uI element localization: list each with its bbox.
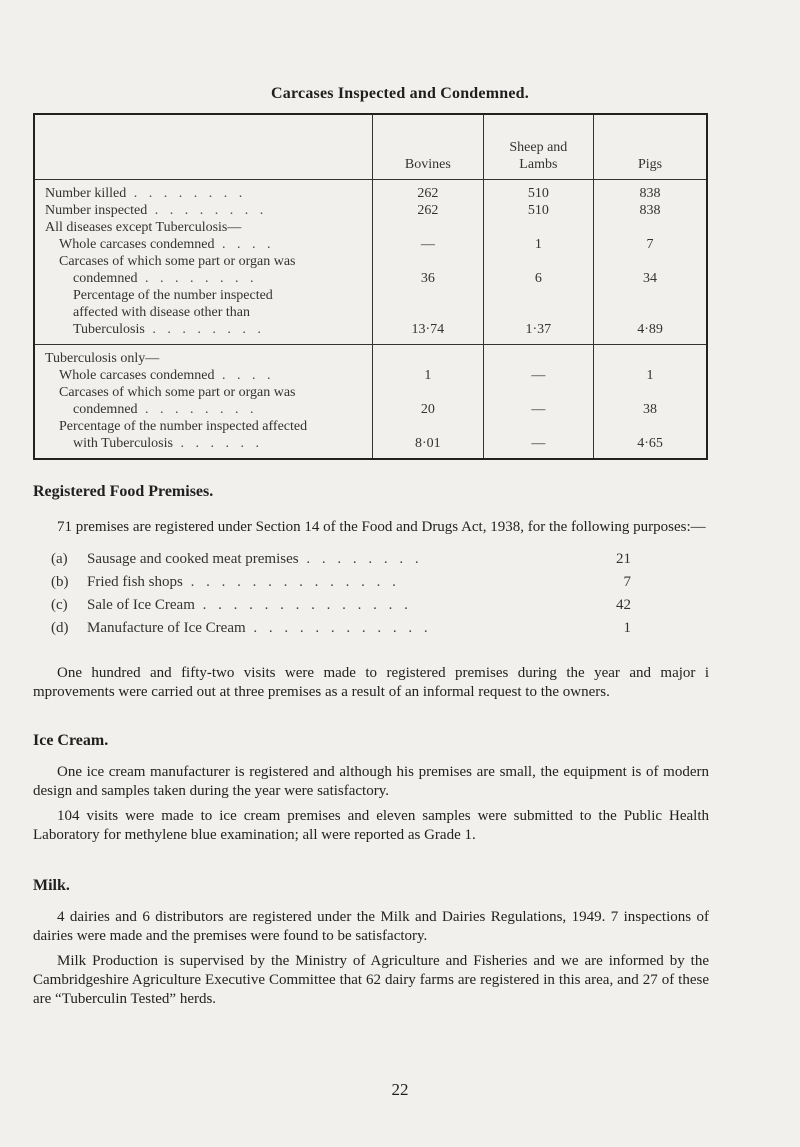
row-label	[45, 367, 364, 384]
row-label	[45, 350, 364, 367]
table-cell-value	[484, 253, 593, 270]
list-item-text: Sale of Ice Cream	[87, 597, 195, 613]
list-item-count: 42	[616, 597, 631, 613]
row-label-text: condemned	[73, 402, 138, 417]
ice-cream-paragraph-2: 104 visits were made to ice cream premises and eleven samples were submitted to the Public Health Laboratory for methylene blue examination; all were reported as Grade 1.	[33, 808, 709, 843]
row-label-text: Number inspected	[45, 203, 148, 218]
table-cell-value	[594, 304, 706, 321]
header-pigs: Pigs	[594, 114, 707, 180]
ice-cream-paragraph-1: One ice cream manufacturer is registered and although his premises are small, the equipment is of modern design and samples taken during the year were satisfactory.	[33, 764, 709, 799]
row-label	[45, 384, 364, 401]
header-blank	[34, 114, 373, 180]
group2-pigs	[594, 345, 707, 460]
list-item-count: 7	[623, 574, 631, 590]
list-item-mark: (b)	[51, 574, 69, 590]
table-cell-value	[484, 418, 593, 435]
milk-paragraph-2: Milk Production is supervised by the Ministry of Agriculture and Fisheries and we are informed by the Cambridgeshire Agriculture Executive Committee that 62 dairy farms are registered in this area, and 27 of these are “Tuberculin Tested” herds.	[33, 953, 709, 1007]
table-cell-value: 20	[420, 402, 435, 417]
table-cell-value: —	[531, 402, 546, 417]
row-label-text: Tuberculosis only—	[45, 351, 160, 366]
visits-paragraph: One hundred and fifty-two visits were made to registered premises during the year and major i mprovements were carried out at three premises as a result of an informal request to the owners.	[33, 665, 709, 700]
group1-labels	[34, 180, 373, 345]
table-cell-value: —	[420, 237, 435, 252]
group1-pigs	[594, 180, 707, 345]
group2-labels	[34, 345, 373, 460]
table-cell-value	[373, 384, 483, 401]
group1-bovines	[373, 180, 484, 345]
table-cell-value	[594, 287, 706, 304]
list-item-mark: (d)	[51, 620, 69, 636]
table-cell-value	[373, 287, 483, 304]
row-label-text: Carcases of which some part or organ was	[59, 385, 296, 400]
leader-dots: . . . . . . . .	[126, 186, 247, 201]
table-cell-value	[373, 304, 483, 321]
page-number: 22	[391, 1080, 409, 1099]
leader-dots: . . . . . . . . . . . .	[245, 620, 432, 636]
table-cell-value: 7	[646, 237, 654, 252]
list-item	[51, 617, 631, 640]
row-label-text: Carcases of which some part or organ was	[59, 254, 296, 269]
header-bovines: Bovines	[373, 114, 484, 180]
row-label	[45, 287, 364, 304]
row-label-text: Tuberculosis	[73, 322, 145, 337]
row-label-text: condemned	[73, 271, 138, 286]
row-label	[45, 185, 364, 202]
list-item-text: Fried fish shops	[87, 574, 183, 590]
header-sheep-line: Lambs	[519, 157, 558, 172]
table-cell-value: 8·01	[415, 436, 441, 451]
table-header-row	[34, 114, 707, 180]
row-label	[45, 418, 364, 435]
header-sheep	[483, 114, 593, 180]
row-label-text: Number killed	[45, 186, 127, 201]
table-cell-value	[594, 350, 706, 367]
table-cell-value	[373, 253, 483, 270]
row-label-text: with Tuberculosis	[73, 436, 173, 451]
row-label-text: Whole carcases condemned	[59, 368, 215, 383]
table-cell-value	[484, 287, 593, 304]
row-label	[45, 321, 364, 338]
row-label	[45, 219, 364, 236]
leader-dots: . . . . . . . .	[144, 322, 265, 337]
list-item	[51, 594, 631, 617]
page-title: Carcases Inspected and Condemned.	[271, 85, 529, 102]
table-cell-value	[484, 384, 593, 401]
table-cell-value: 4·89	[637, 322, 663, 337]
group1-sheep	[483, 180, 593, 345]
table-cell-value: 13·74	[411, 322, 445, 337]
table-cell-value: 1	[534, 237, 542, 252]
table-cell-value	[373, 350, 483, 367]
row-label-text: affected with disease other than	[73, 305, 251, 320]
table-cell-value: 34	[643, 271, 658, 286]
list-item	[51, 548, 631, 571]
list-item-mark: (c)	[51, 597, 68, 613]
row-label	[45, 401, 364, 418]
table-cell-value	[594, 253, 706, 270]
premise-list	[51, 548, 631, 640]
group2-bovines	[373, 345, 484, 460]
table-cell-value: 6	[534, 271, 542, 286]
leader-dots: . . . . . . . .	[298, 551, 423, 567]
list-item-desc	[87, 571, 601, 594]
row-label-text: All diseases except Tuberculosis—	[45, 220, 242, 235]
header-sheep-line: Sheep and	[509, 140, 568, 155]
table-cell-value: 838	[639, 203, 661, 218]
group2-sheep	[483, 345, 593, 460]
leader-dots: . . . . . . . .	[137, 271, 258, 286]
food-premises-intro: 71 premises are registered under Section 14 of the Food and Drugs Act, 1938, for the following purposes:—	[57, 519, 706, 535]
table-cell-value	[594, 418, 706, 435]
list-item-mark: (a)	[51, 551, 68, 567]
table-cell-value	[484, 304, 593, 321]
list-item	[51, 571, 631, 594]
list-item-text: Sausage and cooked meat premises	[87, 551, 299, 567]
leader-dots: . . . . . . . .	[137, 402, 258, 417]
table-cell-value: 838	[639, 186, 661, 201]
table-cell-value: 262	[417, 203, 439, 218]
table-cell-value: 1	[424, 368, 432, 383]
carcases-table	[33, 113, 708, 460]
leader-dots: . . . .	[214, 368, 275, 383]
row-label	[45, 270, 364, 287]
table-cell-value: 36	[420, 271, 435, 286]
leader-dots: . . . . . . . . . . . . . .	[182, 574, 400, 590]
row-label-text: Percentage of the number inspected	[73, 288, 273, 303]
list-item-count: 1	[623, 620, 631, 636]
table-cell-value	[484, 219, 593, 236]
list-item-count: 21	[616, 551, 631, 567]
table-cell-value: 38	[643, 402, 658, 417]
row-label	[45, 253, 364, 270]
table-cell-value	[594, 219, 706, 236]
list-item-desc	[87, 594, 601, 617]
table-cell-value	[484, 350, 593, 367]
row-label-text: Percentage of the number inspected affected	[59, 419, 308, 434]
leader-dots: . . . . . .	[172, 436, 263, 451]
table-cell-value	[594, 384, 706, 401]
table-group-all-diseases	[34, 180, 707, 345]
list-item-desc	[87, 617, 601, 640]
table-cell-value	[373, 219, 483, 236]
milk-heading: Milk.	[33, 877, 70, 894]
table-cell-value: 1·37	[525, 322, 552, 337]
leader-dots: . . . . . . . .	[147, 203, 268, 218]
list-item-text: Manufacture of Ice Cream	[87, 620, 246, 636]
ice-cream-heading: Ice Cream.	[33, 732, 109, 749]
row-label-text: Whole carcases condemned	[59, 237, 215, 252]
milk-paragraph-1: 4 dairies and 6 distributors are registered under the Milk and Dairies Regulations, 1949. 7 inspections of dairies were made and the premises were found to be satisfactory.	[33, 909, 709, 944]
table-cell-value: 510	[527, 203, 549, 218]
leader-dots: . . . . . . . . . . . . . .	[194, 597, 412, 613]
food-premises-heading: Registered Food Premises.	[33, 483, 214, 500]
table-cell-value	[373, 418, 483, 435]
table-group-tuberculosis	[34, 345, 707, 460]
table-cell-value: —	[531, 368, 546, 383]
table-cell-value: 1	[646, 368, 654, 383]
table-cell-value: —	[531, 436, 546, 451]
row-label	[45, 304, 364, 321]
row-label	[45, 236, 364, 253]
row-label	[45, 435, 364, 452]
list-item-desc	[87, 548, 601, 571]
table-cell-value: 510	[527, 186, 549, 201]
table-cell-value: 262	[417, 186, 439, 201]
table-cell-value: 4·65	[637, 436, 663, 451]
leader-dots: . . . .	[214, 237, 275, 252]
row-label	[45, 202, 364, 219]
